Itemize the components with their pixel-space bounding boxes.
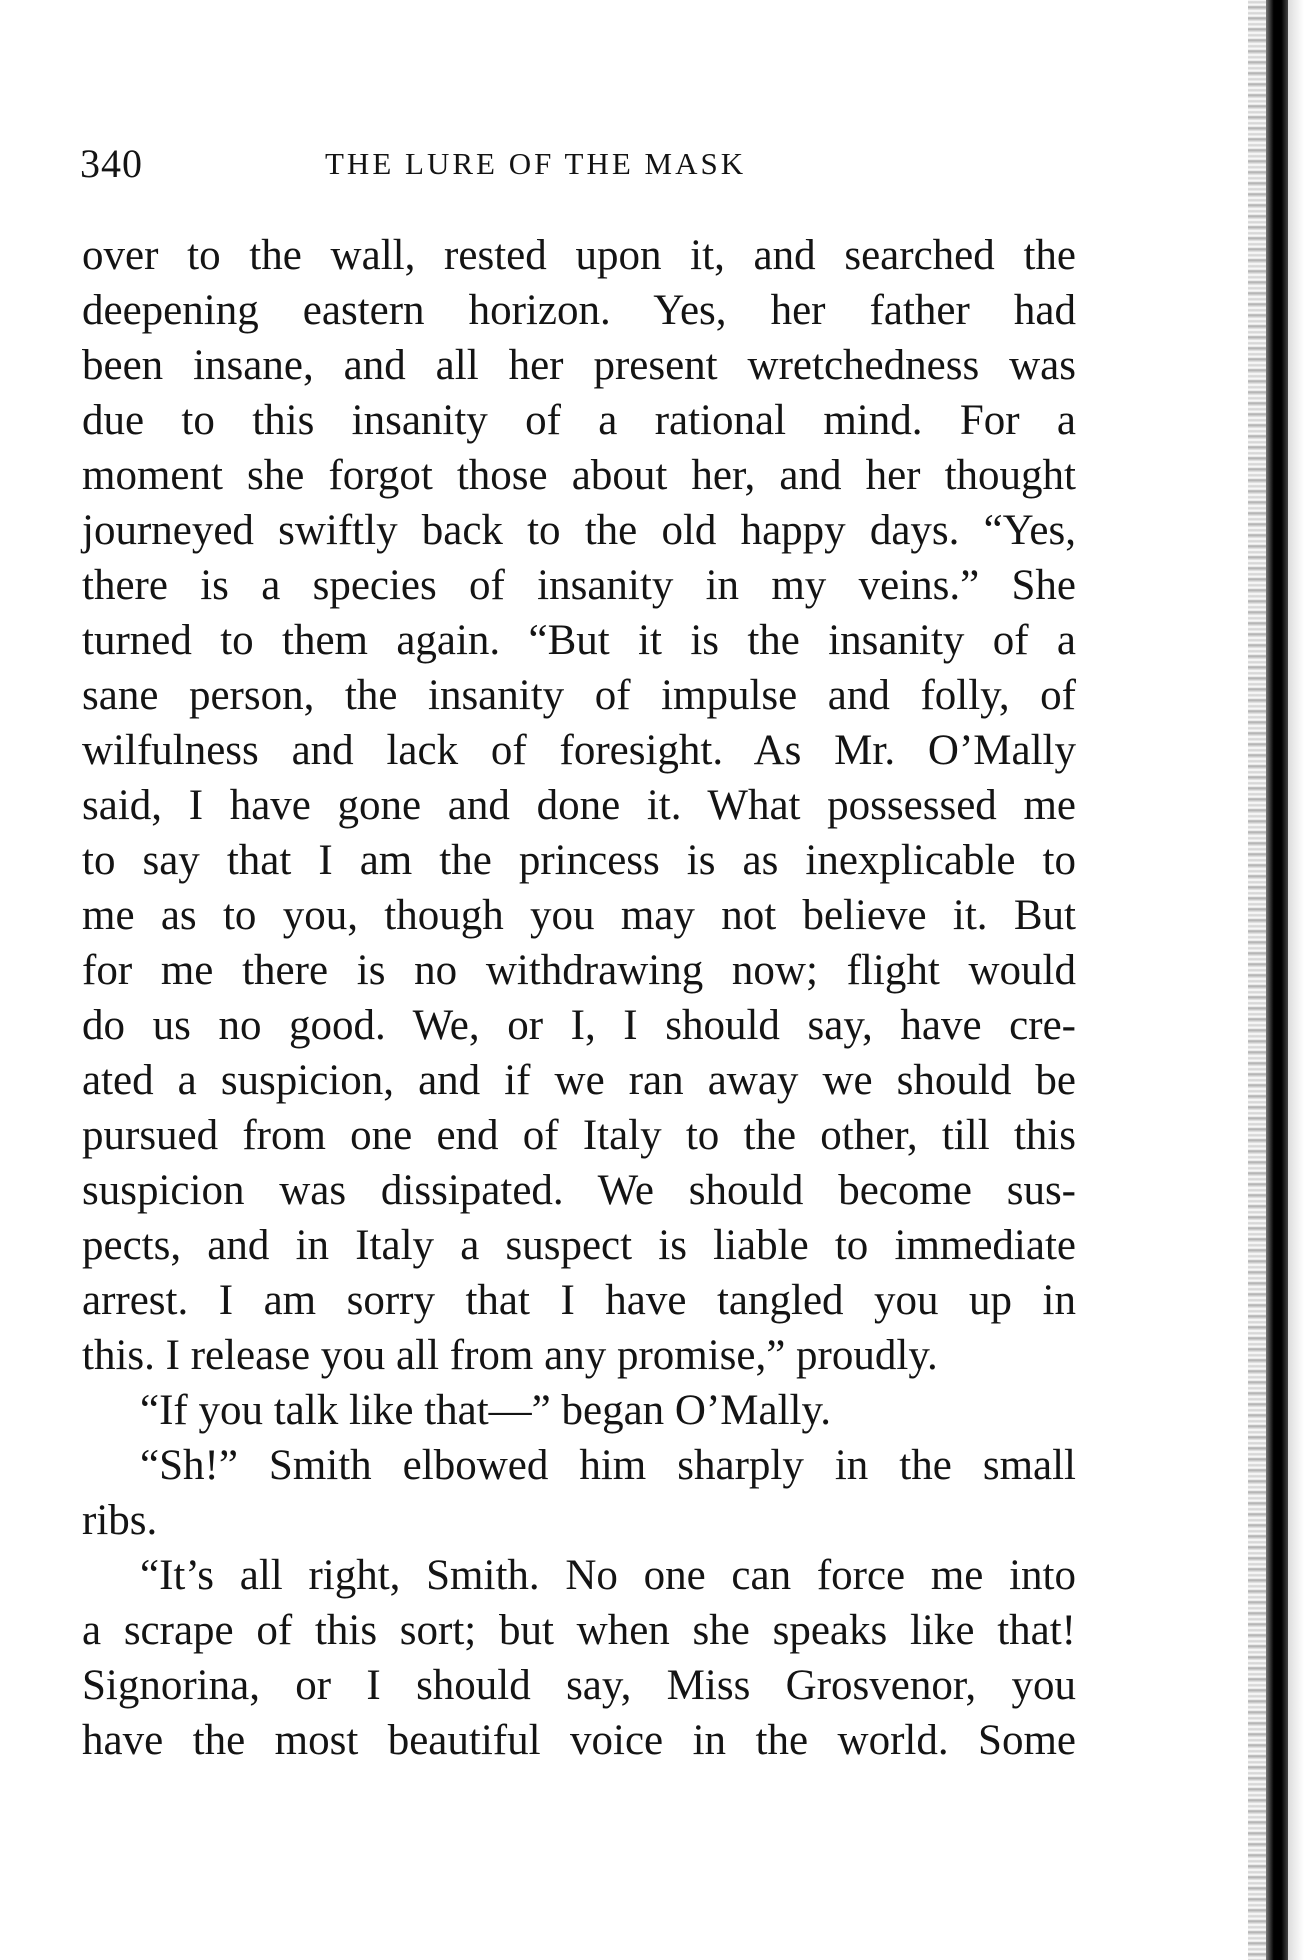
text-line: do us no good. We, or I, I should say, have cre-: [82, 1002, 1076, 1049]
text-line: turned to them again. “But it is the insanity of a: [82, 617, 1076, 664]
page-header: [80, 140, 1080, 190]
edge-outer: [1288, 0, 1304, 1960]
text-line: pursued from one end of Italy to the other, till this: [82, 1112, 1076, 1159]
text-line: this. I release you all from any promise,” proudly.: [82, 1332, 938, 1379]
text-line: a scrape of this sort; but when she speaks like that!: [82, 1607, 1076, 1654]
text-line: due to this insanity of a rational mind. For a: [82, 397, 1076, 444]
text-line: arrest. I am sorry that I have tangled you up in: [82, 1277, 1076, 1324]
text-line: wilfulness and lack of foresight. As Mr. O’Mally: [82, 727, 1076, 774]
text-line: sane person, the insanity of impulse and folly, of: [82, 672, 1076, 719]
text-line: pects, and in Italy a suspect is liable to immediate: [82, 1222, 1076, 1269]
text-line: there is a species of insanity in my veins.” She: [82, 562, 1076, 609]
text-line: have the most beautiful voice in the world. Some: [82, 1717, 1076, 1764]
text-line: for me there is no withdrawing now; flight would: [82, 947, 1076, 994]
text-line: suspicion was dissipated. We should become sus-: [82, 1167, 1076, 1214]
text-line: “Sh!” Smith elbowed him sharply in the small: [140, 1442, 1076, 1489]
text-line: deepening eastern horizon. Yes, her father had: [82, 287, 1076, 334]
page-edge-shadow: [1234, 0, 1304, 1960]
edge-band: [1266, 0, 1288, 1960]
text-line: journeyed swiftly back to the old happy days. “Yes,: [82, 507, 1076, 554]
body-text: [82, 228, 1076, 1768]
text-line: ribs.: [82, 1497, 158, 1544]
text-line: Signorina, or I should say, Miss Grosvenor, you: [82, 1662, 1076, 1709]
text-line: said, I have gone and done it. What possessed me: [82, 782, 1076, 829]
page-number: 340: [80, 141, 143, 186]
running-title: THE LURE OF THE MASK: [325, 146, 747, 181]
text-line: “If you talk like that—” began O’Mally.: [140, 1387, 831, 1434]
text-line: moment she forgot those about her, and her thought: [82, 452, 1076, 499]
text-line: been insane, and all her present wretchedness was: [82, 342, 1076, 389]
text-line: over to the wall, rested upon it, and searched the: [82, 232, 1076, 279]
text-line: to say that I am the princess is as inexplicable to: [82, 837, 1076, 884]
text-line: me as to you, though you may not believe it. But: [82, 892, 1076, 939]
text-line: “It’s all right, Smith. No one can force me into: [140, 1552, 1076, 1599]
text-line: ated a suspicion, and if we ran away we should be: [82, 1057, 1076, 1104]
